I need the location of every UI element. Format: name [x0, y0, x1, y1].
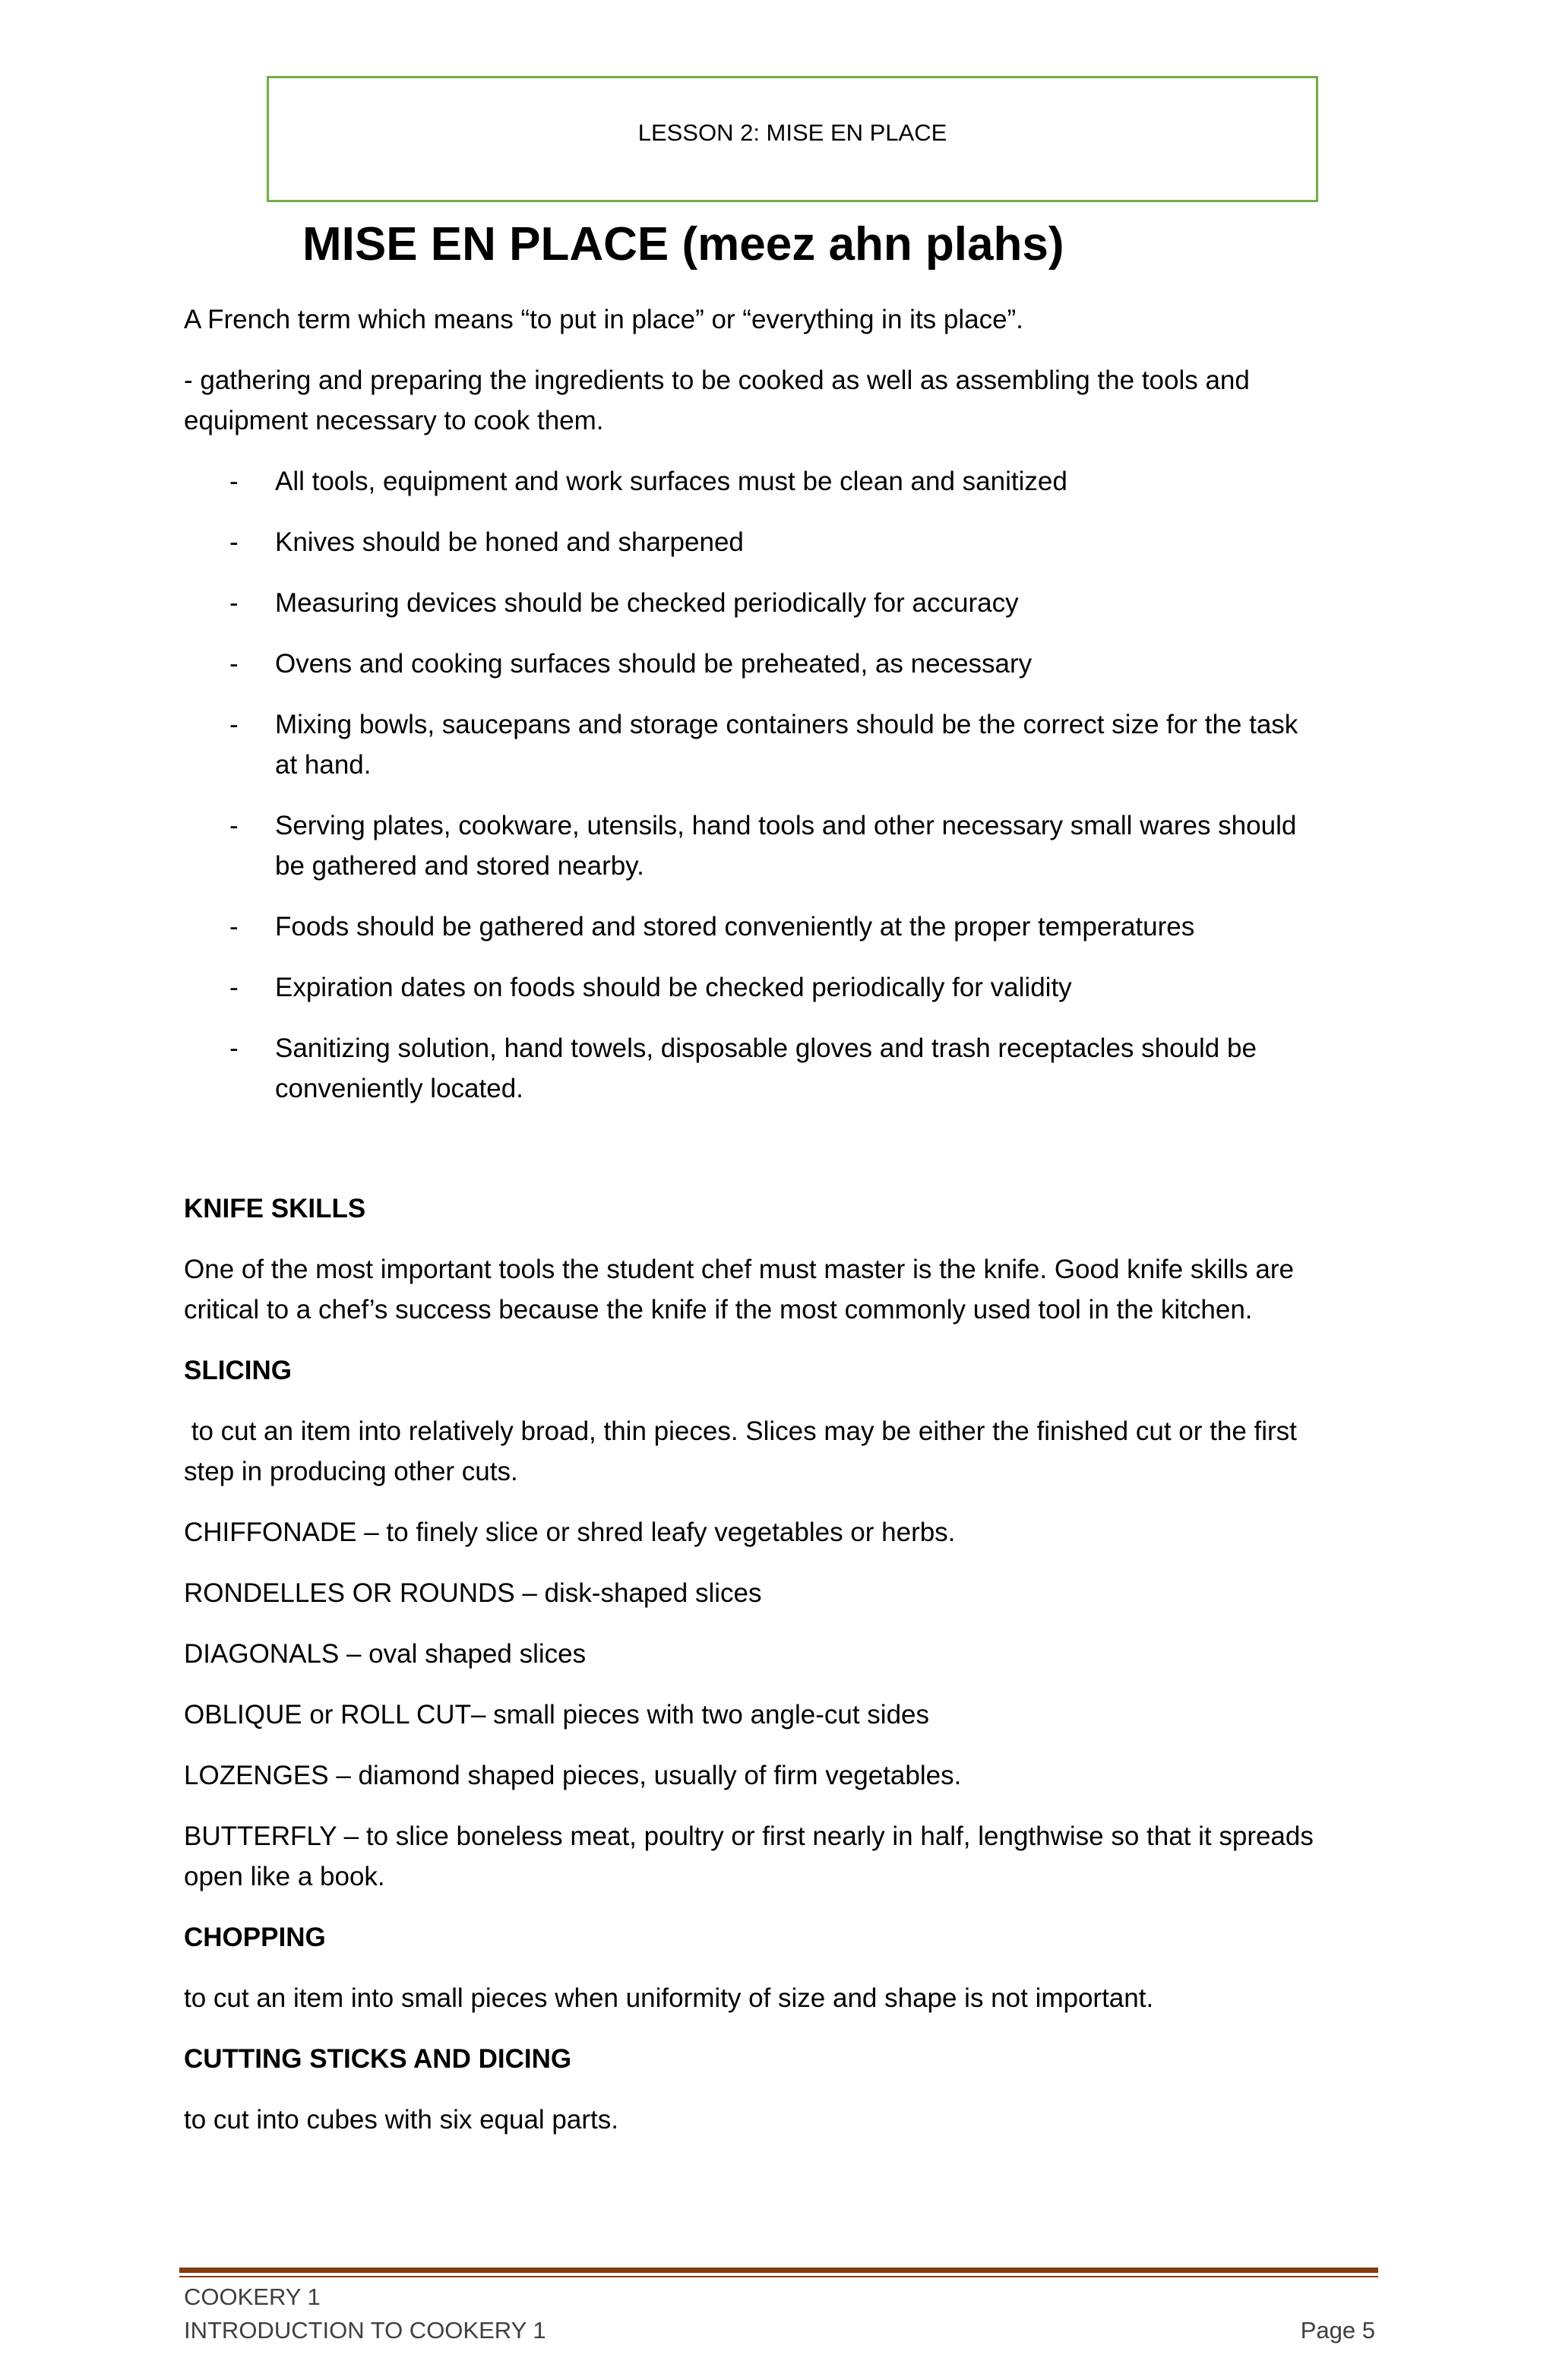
dicing-heading: CUTTING STICKS AND DICING [184, 2044, 572, 2074]
list-item-text: Mixing bowls, saucepans and storage containers should be the correct size for the task [275, 710, 1298, 739]
lesson-label: LESSON 2: MISE EN PLACE [637, 119, 947, 146]
chopping-heading: CHOPPING [184, 1923, 326, 1952]
bullet-dash: - [229, 1033, 239, 1063]
intro-description-line1: - gathering and preparing the ingredients to be cooked as well as assembling the tools and [184, 366, 1250, 395]
term-lozenges: LOZENGES – diamond shaped pieces, usually of firm vegetables. [184, 1761, 962, 1790]
list-item-text: Knives should be honed and sharpened [275, 527, 744, 557]
knife-skills-text-line2: critical to a chef’s success because the knife if the most commonly used tool in the kitchen. [184, 1295, 1253, 1325]
intro-definition: A French term which means “to put in place” or “everything in its place”. [184, 305, 1023, 334]
lesson-header-box [267, 76, 1318, 202]
list-item-text: Foods should be gathered and stored conveniently at the proper temperatures [275, 912, 1195, 942]
footer-divider-thin [179, 2276, 1378, 2277]
list-item-text: All tools, equipment and work surfaces must be clean and sanitized [275, 467, 1067, 496]
term-oblique: OBLIQUE or ROLL CUT– small pieces with two angle-cut sides [184, 1700, 930, 1730]
list-item-text-continued: be gathered and stored nearby. [275, 851, 644, 881]
list-item-text: Serving plates, cookware, utensils, hand tools and other necessary small wares should [275, 811, 1297, 840]
bullet-dash: - [229, 588, 239, 618]
bullet-dash: - [229, 649, 239, 679]
bullet-dash: - [229, 527, 239, 557]
list-item-text: Ovens and cooking surfaces should be preheated, as necessary [275, 649, 1033, 679]
list-item-text: Expiration dates on foods should be checked periodically for validity [275, 973, 1072, 1002]
chopping-text: to cut an item into small pieces when uniformity of size and shape is not important. [184, 1983, 1154, 2013]
dicing-text: to cut into cubes with six equal parts. [184, 2105, 618, 2135]
slicing-heading: SLICING [184, 1356, 292, 1385]
intro-description-line2: equipment necessary to cook them. [184, 406, 604, 435]
term-rondelles: RONDELLES OR ROUNDS – disk-shaped slices [184, 1578, 762, 1608]
bullet-dash: - [229, 973, 239, 1002]
slicing-text-line1: to cut an item into relatively broad, thin pieces. Slices may be either the finished cut or the first [184, 1416, 1297, 1446]
bullet-dash: - [229, 467, 239, 496]
page-number: Page 5 [1300, 2317, 1375, 2344]
knife-skills-text-line1: One of the most important tools the student chef must master is the knife. Good knife skills are [184, 1255, 1294, 1284]
list-item-text: Sanitizing solution, hand towels, disposable gloves and trash receptacles should be [275, 1033, 1257, 1063]
term-butterfly-continued: open like a book. [184, 1862, 385, 1891]
bullet-dash: - [229, 912, 239, 942]
term-butterfly: BUTTERFLY – to slice boneless meat, poultry or first nearly in half, lengthwise so that it spreads [184, 1821, 1314, 1851]
term-diagonals: DIAGONALS – oval shaped slices [184, 1639, 587, 1669]
footer-course: COOKERY 1 [184, 2283, 321, 2310]
bullet-dash: - [229, 710, 239, 739]
slicing-text-line2: step in producing other cuts. [184, 1457, 518, 1486]
knife-skills-heading: KNIFE SKILLS [184, 1194, 366, 1223]
list-item-text-continued: conveniently located. [275, 1074, 523, 1103]
footer-divider [179, 2268, 1378, 2273]
bullet-dash: - [229, 811, 239, 840]
footer-subtitle: INTRODUCTION TO COOKERY 1 [184, 2317, 546, 2344]
page-title: MISE EN PLACE (meez ahn plahs) [302, 218, 1064, 271]
list-item-text: Measuring devices should be checked periodically for accuracy [275, 588, 1019, 618]
term-chiffonade: CHIFFONADE – to finely slice or shred leafy vegetables or herbs. [184, 1518, 956, 1547]
list-item-text-continued: at hand. [275, 750, 372, 780]
